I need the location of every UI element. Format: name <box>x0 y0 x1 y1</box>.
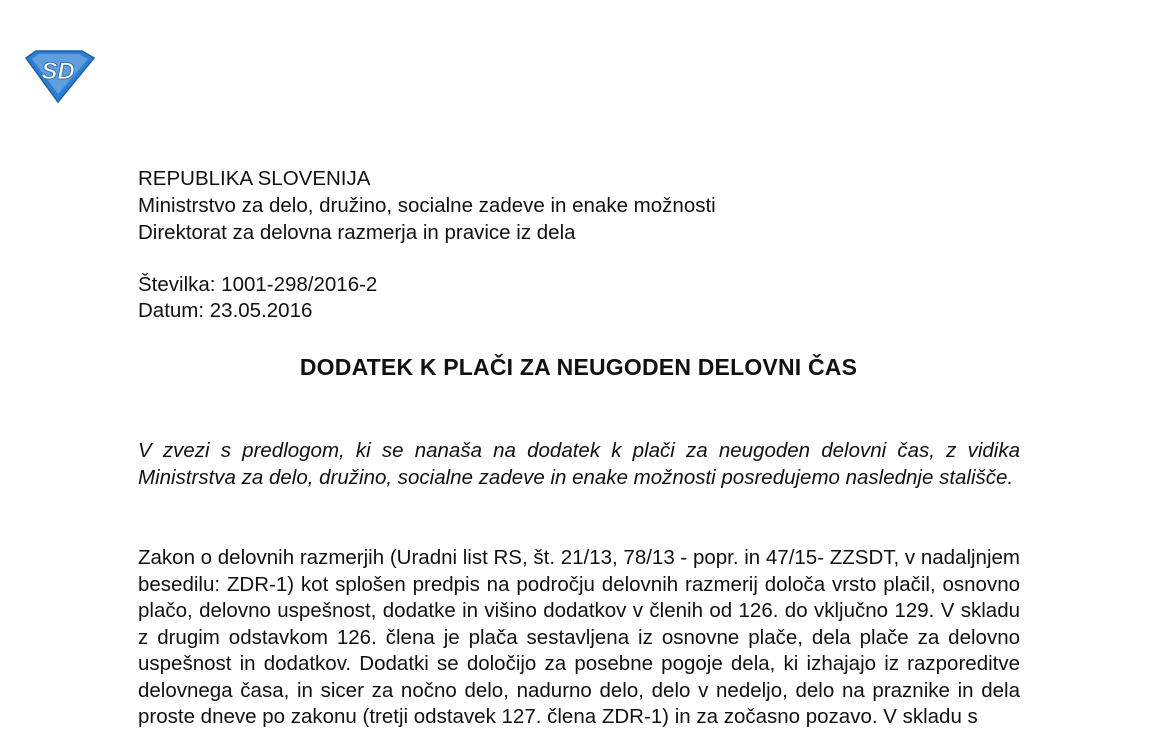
document-meta <box>138 272 377 324</box>
header-line-ministry: Ministrstvo za delo, družino, socialne zadeve in enake možnosti <box>138 194 716 217</box>
header-line-directorate: Direktorat za delovna razmerja in pravice iz dela <box>138 221 576 244</box>
header-line-country: REPUBLIKA SLOVENIJA <box>138 167 371 190</box>
sd-shield-logo-icon <box>22 48 96 104</box>
body-paragraph: Zakon o delovnih razmerjih (Uradni list RS, št. 21/13, 78/13 - popr. in 47/15- ZZSDT, v nadaljnjem besedilu: ZDR-1) kot splošen predpis na področju delovnih razmerij določa vrsto plačil, osnovno plačo, delovno uspešnost, dodatke in višino dodatkov v členih od 126. do vključno 129. V skladu z drugim odstavkom 126. člena je plača sestavljena iz osnovne plače, dela plače za delovno uspešnost in dodatkov. Dodatki se določijo za posebne pogoje dela, ki izhajajo iz razporeditve delovnega časa, in sicer za nočno delo, nadurno delo, delo v nedeljo, delo na praznike in dela proste dneve po zakonu (tretji odstavek 127. člena ZDR-1) in za zočasno pozavo. V skladu s <box>138 546 1020 728</box>
document-title: DODATEK K PLAČI ZA NEUGODEN DELOVNI ČAS <box>299 354 858 380</box>
intro-paragraph: V zvezi s predlogom, ki se nanaša na dodatek k plači za neugoden delovni čas, z vidika Ministrstva za delo, družino, socialne zadeve in enake možnosti posredujemo naslednje stališče. <box>138 439 1020 489</box>
document-date: Datum: 23.05.2016 <box>138 299 313 322</box>
issuer-header <box>138 165 716 246</box>
logo-text: SD <box>41 58 75 85</box>
document-number: Številka: 1001-298/2016-2 <box>138 273 378 296</box>
